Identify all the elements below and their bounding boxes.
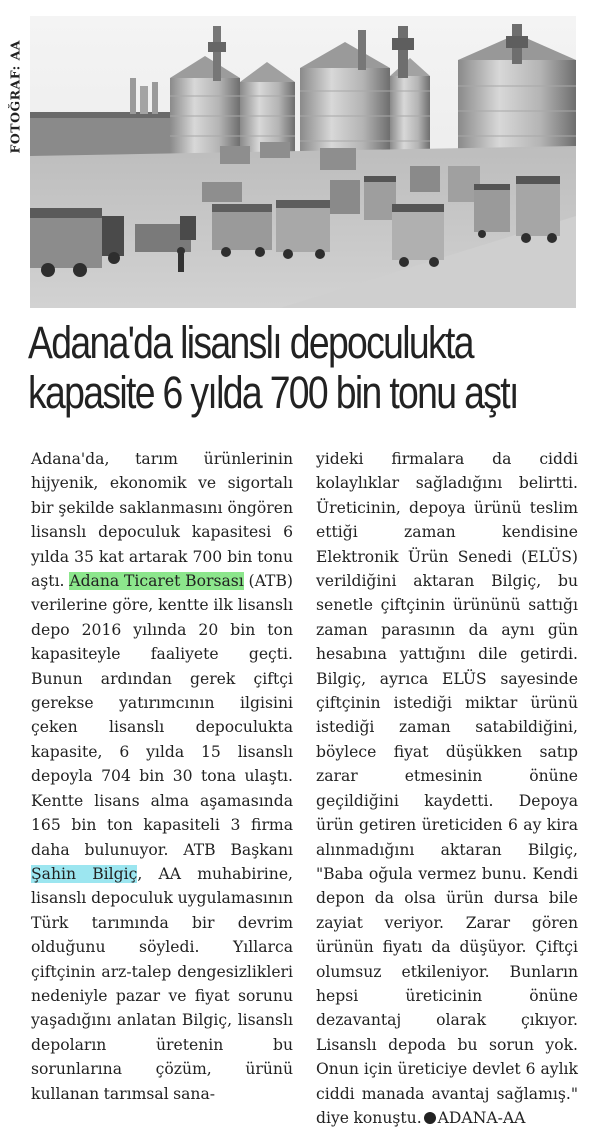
highlight-organization: Adana Ticaret Borsası	[69, 572, 244, 591]
article-headline	[28, 317, 518, 418]
photo-credit	[5, 20, 25, 160]
article-body-column-right	[316, 447, 578, 1130]
headline-line-1: Adana'da lisanslı depoculukta	[28, 317, 473, 368]
body-text: , AA muhabirine, lisanslı depoculuk uygulamasının Türk tarımında bir devrim olduğunu söyledi. Yıllarca çiftçinin arz-talep dengesizlikleri nedeniyle pazar ve fiyat sorunu yaşadığını anlatan Bilgiç, lisanslı depoların üretenin bu sorunlarına çözüm, ürünü kullanan tarımsal sana-	[31, 864, 294, 1103]
photo-credit-text: FOTOĞRAF: AA	[7, 39, 23, 154]
article-signature: ADANA-AA	[437, 1108, 526, 1127]
headline-line-2: kapasite 6 yılda 700 bin tonu aştı	[28, 367, 518, 418]
body-text: yideki firmalara da ciddi kolaylıklar sağladığını belirtti. Üreticinin, depoya ürünü teslim ettiği zaman kendisine Elektronik Ürün Senedi (ELÜS) verildiğini aktaran Bilgiç, bu senetle çiftçinin ürününü sattığı zaman parasının da aynı gün hesabına yattığını dile getirdi. Bilgiç, ayrıca ELÜS sayesinde çiftçinin istediği miktar ürünü istediği zaman satabildiğini, böylece fiyat düşükken satıp zarar etmesinin önüne geçildiğini kaydetti. Depoya ürün getiren üreticiden 6 ay kira alınmadığını aktaran Bilgiç, "Baba oğula vermez bunu. Kendi depon da olsa ürün dursa bile zayiat veriyor. Zarar gören ürünün fiyatı da düşüyor. Çiftçi olumsuz etkileniyor. Bunların hepsi üreticinin önüne dezavantaj olarak çıkıyor. Lisanslı depoda bu sorun yok. Onun için üreticiye devlet 6 aylık ciddi manada avantaj sağlamış." diye konuştu.	[316, 450, 578, 1127]
body-text: Adana'da, tarım ürünlerinin hijyenik, ekonomik ve sigortalı bir şekilde saklanmasını öngören lisanslı depoculuk kapasitesi 6 yılda 35 kat artarak 700 bin tonu aştı.	[31, 450, 293, 591]
bullet-icon	[424, 1112, 436, 1124]
body-text: (ATB) verilerine göre, kentte ilk lisanslı depo 2016 yılında 20 bin ton kapasiteyle faaliyete geçti. Bunun ardından gerek çiftçi gerekse yatırımcının ilgisini çeken lisanslı depoculukta kapasite, 6 yılda 15 lisanslı depoyla 704 bin 30 tona ulaştı. Kentte lisans alma aşamasında 165 bin ton kapasiteli 3 firma daha bulunuyor. ATB Başkanı	[31, 572, 293, 859]
highlight-person: Şahin Bilgiç	[31, 864, 138, 883]
news-photo	[30, 16, 576, 308]
grain-silo-trucks-illustration	[30, 16, 576, 308]
article-body-column-left	[31, 447, 293, 1106]
